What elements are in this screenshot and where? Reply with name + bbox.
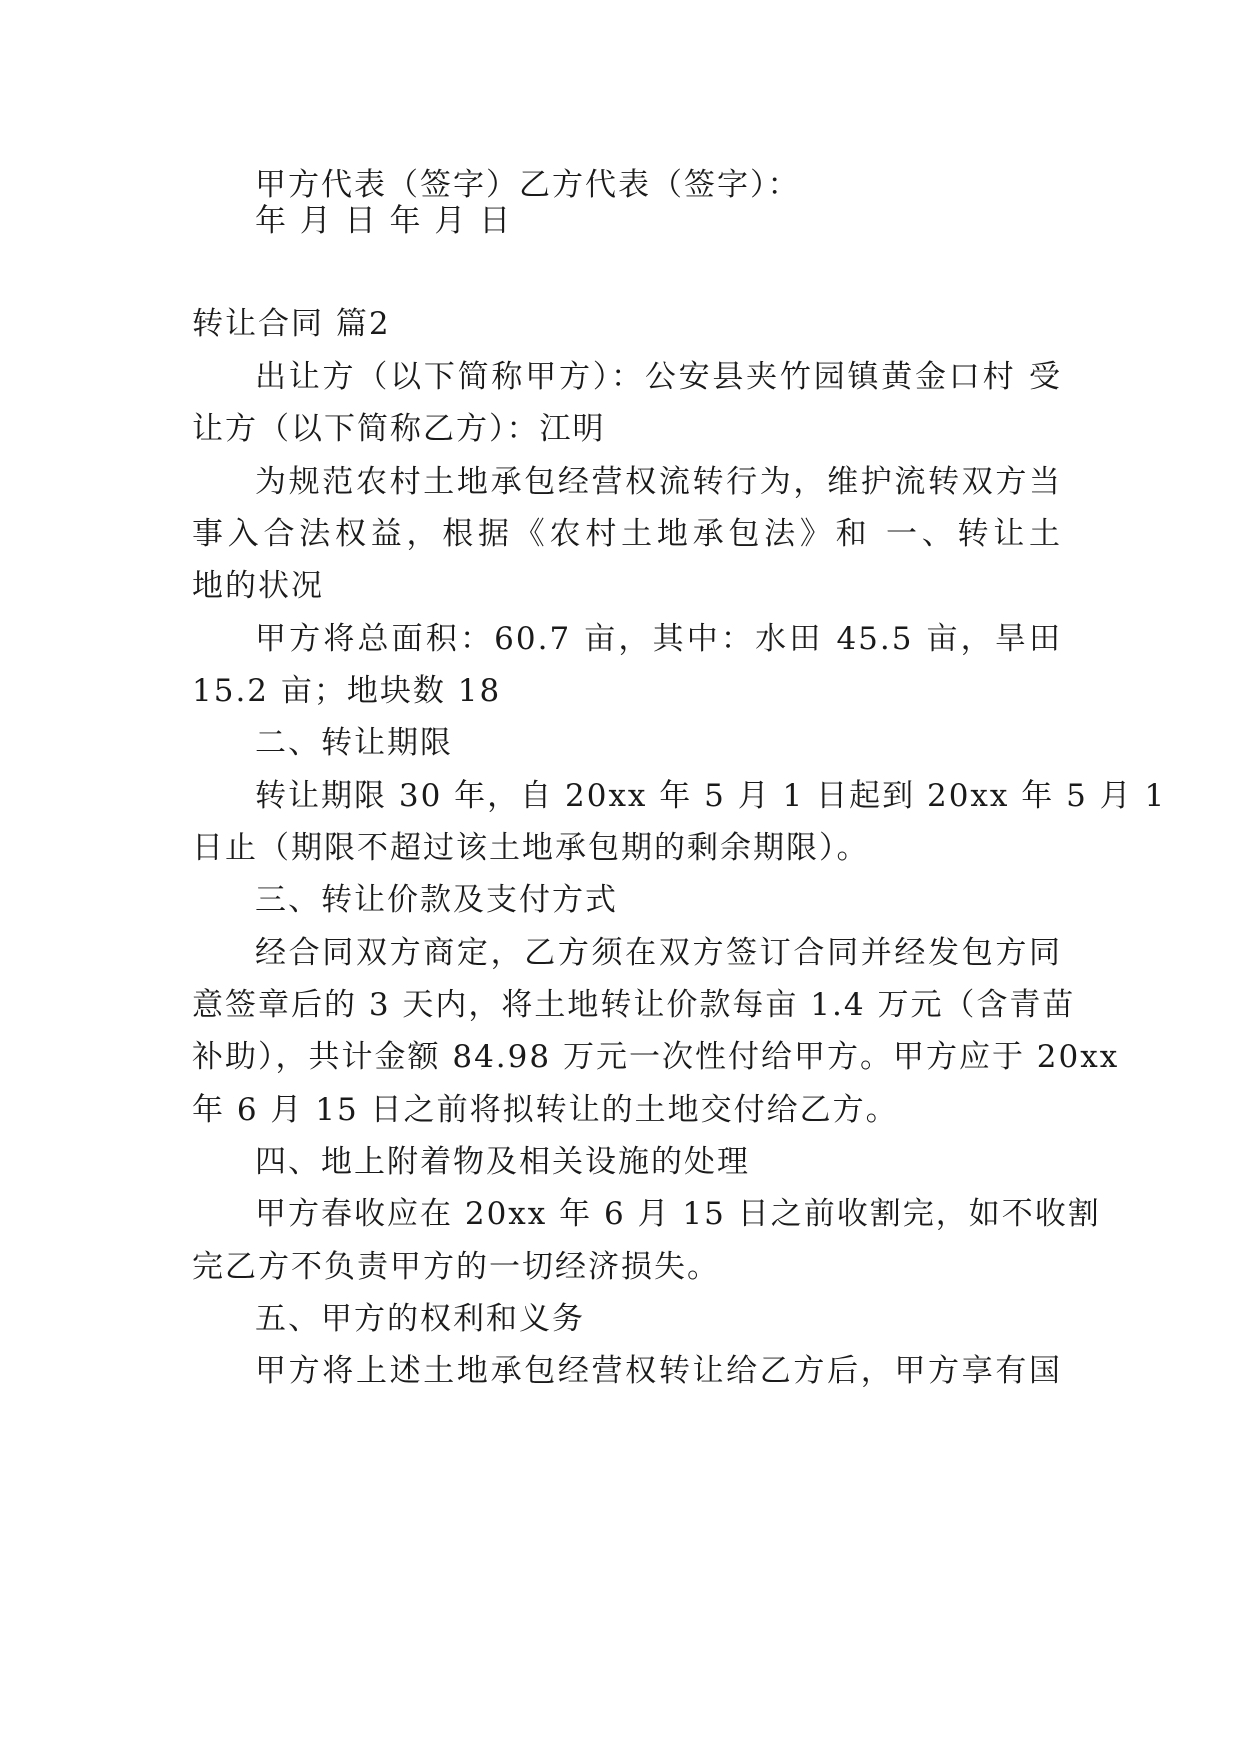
paragraph-line: 地的状况 xyxy=(192,568,324,604)
clause-heading: 四、地上附着物及相关设施的处理 xyxy=(255,1144,750,1180)
paragraph-line: 甲方将上述土地承包经营权转让给乙方后，甲方享有国 xyxy=(255,1353,1062,1389)
date-line: 年 月 日 年 月 日 xyxy=(255,203,513,239)
paragraph-line: 事入合法权益，根据《农村土地承包法》和 一、转让土 xyxy=(192,516,1062,552)
paragraph-line: 让方（以下简称乙方）：江明 xyxy=(192,411,606,447)
paragraph-line: 年 6 月 15 日之前将拟转让的土地交付给乙方。 xyxy=(192,1092,899,1128)
clause-heading: 三、转让价款及支付方式 xyxy=(255,882,618,918)
paragraph-line: 甲方将总面积：60.7 亩，其中：水田 45.5 亩，旱田 xyxy=(255,621,1062,657)
paragraph-line: 15.2 亩；地块数 18 xyxy=(192,673,502,709)
paragraph-line: 完乙方不负责甲方的一切经济损失。 xyxy=(192,1249,720,1285)
clause-heading: 五、甲方的权利和义务 xyxy=(255,1301,585,1337)
section-heading: 转让合同 篇2 xyxy=(192,306,391,342)
clause-heading: 二、转让期限 xyxy=(255,725,453,761)
signature-line: 甲方代表（签字）乙方代表（签字）： xyxy=(255,167,801,203)
paragraph-line: 甲方春收应在 20xx 年 6 月 15 日之前收割完，如不收割 xyxy=(255,1196,1101,1232)
paragraph-line: 出让方（以下简称甲方）：公安县夹竹园镇黄金口村 受 xyxy=(255,359,1062,395)
paragraph-line: 意签章后的 3 天内，将土地转让价款每亩 1.4 万元（含青苗 xyxy=(192,987,1076,1023)
paragraph-line: 经合同双方商定，乙方须在双方签订合同并经发包方同 xyxy=(255,935,1062,971)
paragraph-line: 转让期限 30 年，自 20xx 年 5 月 1 日起到 20xx 年 5 月 1 xyxy=(255,778,1167,814)
paragraph-line: 补助），共计金额 84.98 万元一次性付给甲方。甲方应于 20xx xyxy=(192,1039,1120,1075)
paragraph-line: 日止（期限不超过该土地承包期的剩余期限）。 xyxy=(192,830,870,866)
paragraph-line: 为规范农村土地承包经营权流转行为，维护流转双方当 xyxy=(255,464,1062,500)
